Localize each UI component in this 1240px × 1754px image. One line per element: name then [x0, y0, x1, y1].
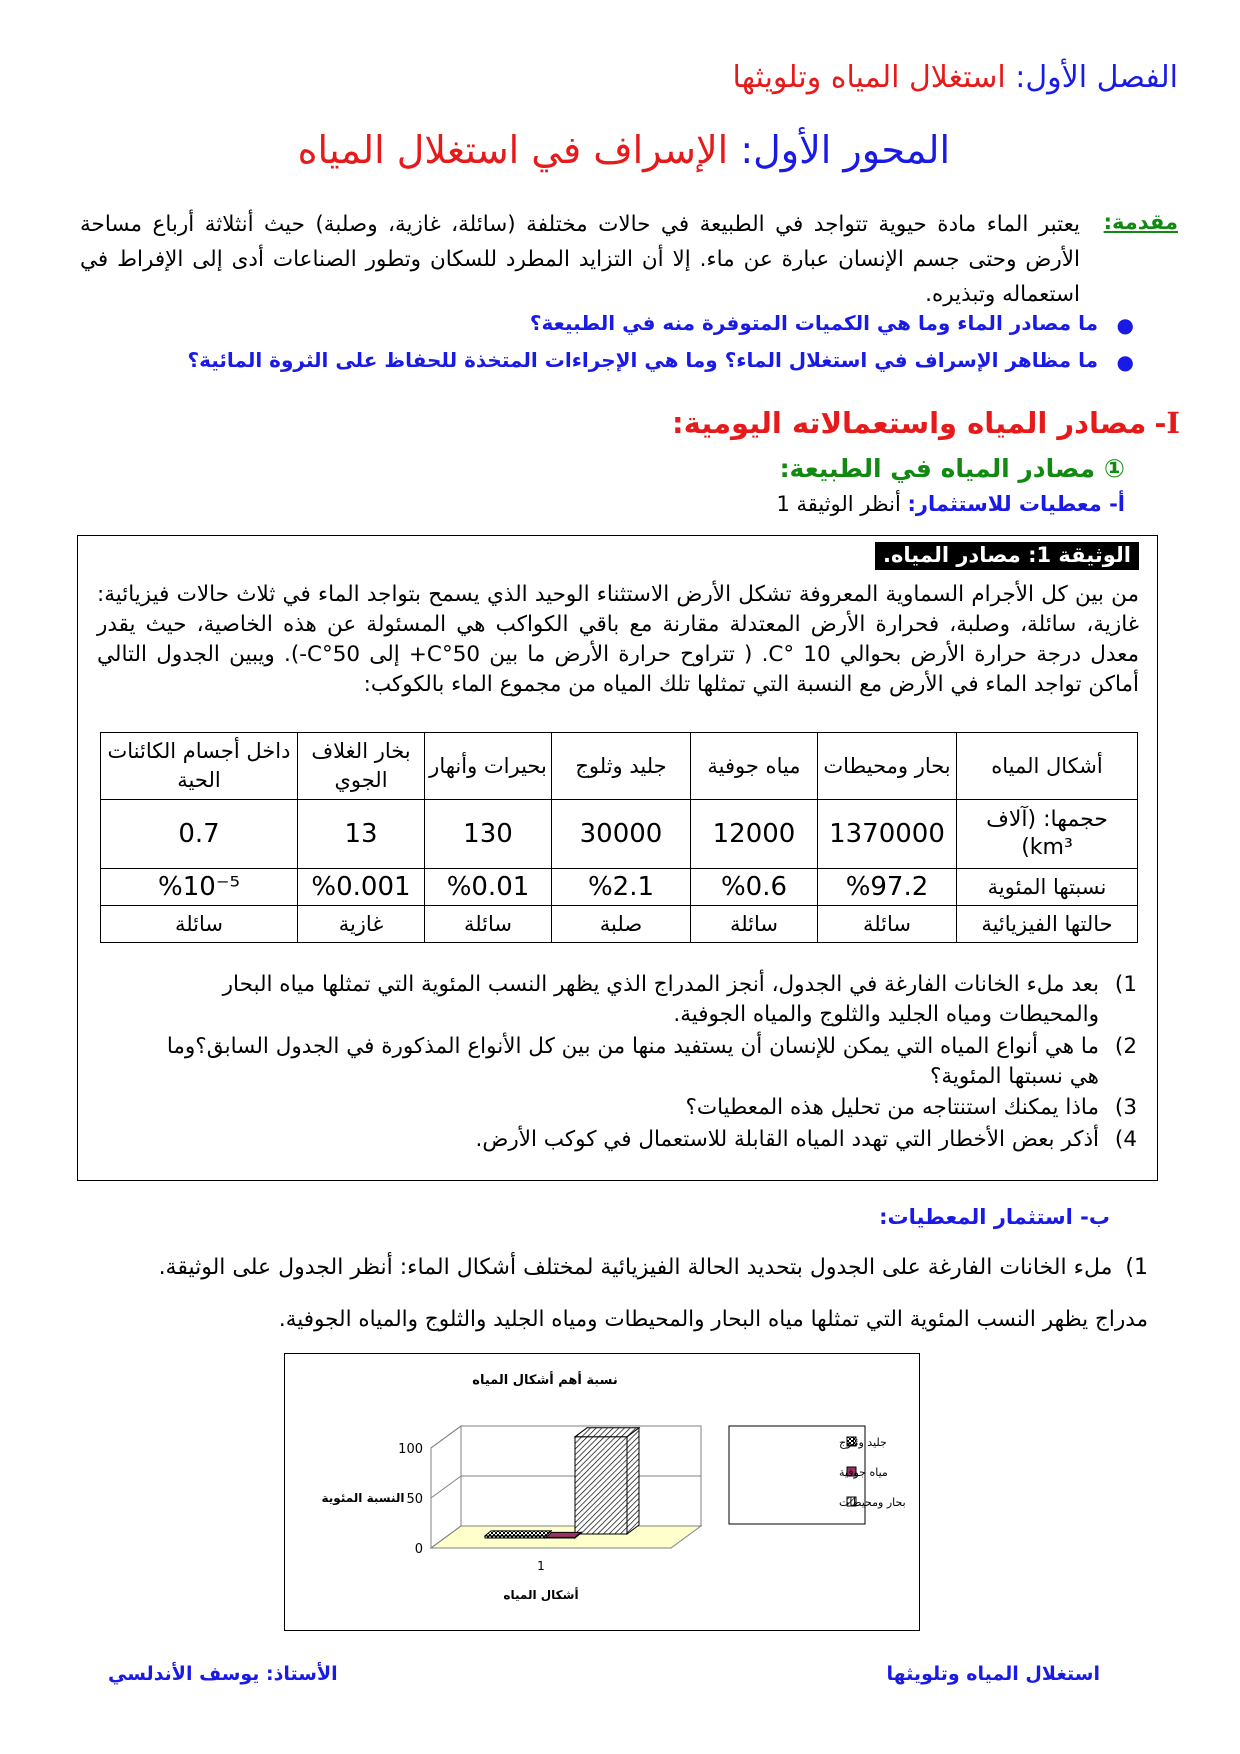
- axis-label: المحور الأول:: [740, 128, 950, 172]
- table-row-label: حجمها: (آلاف km³): [957, 800, 1138, 869]
- table-cell: 30000: [552, 800, 691, 869]
- subsection-a-label: أ- معطيات للاستثمار:: [907, 492, 1125, 516]
- chart-bar-front: [575, 1437, 627, 1534]
- chart-bar: [575, 1428, 639, 1534]
- chart-bar-top: [485, 1531, 551, 1536]
- exploitation-item: [159, 1255, 1148, 1280]
- chart-legend: [839, 1436, 906, 1509]
- water-table: [100, 732, 1138, 943]
- table-cell: %2.1: [552, 869, 691, 906]
- chart-y-tick: 50: [406, 1492, 423, 1507]
- footer-teacher: الأستاذ: يوسف الأندلسي: [108, 1663, 338, 1685]
- intro-question-text: ما مصادر الماء وما هي الكميات المتوفرة منه في الطبيعة؟: [529, 311, 1098, 335]
- intro-text: يعتبر الماء مادة حيوية تتواجد في الطبيعة في حالات مختلفة (سائلة، غازية، وصلبة) حيث أنثلاثة أرباع مساحة الأرض وحتى جسم الإنسان عبارة عن ماء. إلا أن التزايد المطرد للسكان وتطور الصناعات أدى إلى الإفراط في استعماله وتبذيره.: [80, 212, 1080, 307]
- chart-x-tick: 1: [537, 1559, 545, 1573]
- chart-container: [284, 1353, 920, 1631]
- legend-label: مياه جوفية: [839, 1466, 888, 1479]
- table-cell: غازية: [298, 906, 425, 943]
- document-question: [139, 1093, 1137, 1123]
- chart-bar-side: [627, 1428, 639, 1534]
- table-row: [101, 869, 1138, 906]
- document-box: [77, 535, 1158, 1181]
- bar-chart: [285, 1354, 919, 1630]
- document-title: الوثيقة 1: مصادر المياه.: [875, 542, 1139, 570]
- question-number: 1): [1114, 972, 1137, 997]
- table-cell: سائلة: [691, 906, 818, 943]
- chart-y-tick: 100: [398, 1442, 423, 1457]
- exploitation-item-2: مدراج يظهر النسب المئوية التي تمثلها مياه البحار والمحيطات ومياه الجليد والثلوج والمياه الجوفية.: [278, 1307, 1148, 1332]
- chart-bar: [485, 1531, 551, 1538]
- section-heading: [672, 406, 1180, 440]
- subsection-title: ① مصادر المياه في الطبيعة:: [779, 454, 1125, 483]
- intro-question: [187, 348, 1134, 374]
- document-question: [139, 1032, 1137, 1092]
- table-cell: 12000: [691, 800, 818, 869]
- table-row: [101, 800, 1138, 869]
- subsection-a-text: أنظر الوثيقة 1: [776, 492, 901, 516]
- table-cell: سائلة: [101, 906, 298, 943]
- table-cell: %97.2: [818, 869, 957, 906]
- question-number: 3): [1114, 1095, 1137, 1120]
- table-header-cell: بحيرات وأنهار: [425, 733, 552, 800]
- table-row: [101, 906, 1138, 943]
- document-question: [139, 1125, 1137, 1155]
- bullet-icon: ●: [1116, 350, 1134, 374]
- question-text: ماذا يمكنك استنتاجه من تحليل هذه المعطيات؟: [685, 1095, 1099, 1120]
- table-cell: %0.01: [425, 869, 552, 906]
- table-cell: %0.001: [298, 869, 425, 906]
- intro-label: مقدمة:: [1103, 210, 1178, 234]
- intro-question: [529, 311, 1134, 337]
- footer-topic: استغلال المياه وتلويثها: [886, 1663, 1100, 1685]
- chapter-title: استغلال المياه وتلويثها: [732, 60, 1006, 95]
- table-row-label: نسبتها المئوية: [957, 869, 1138, 906]
- item-text: ملء الخانات الفارغة على الجدول بتحديد الحالة الفيزيائية لمختلف أشكال الماء: أنظر الجدول على الوثيقة.: [158, 1255, 1113, 1280]
- axis-title: الإسراف في استغلال المياه: [297, 128, 729, 172]
- document-text: من بين كل الأجرام السماوية المعروفة تشكل الأرض الاستثناء الوحيد الذي يسمح بتواجد الماء في ثلاث حالات فيزيائية: غازية، سائلة، وصلبة، فحرارة الأرض المعتدلة مقارنة مع باقي الكواكب هي المسئولة عن هذه الخاصية، حيث يقدر معدل درجة حرارة الأرض بحوالي 10 °C. ( تتراوح حرارة الأرض ما بين 50°C+ إلى 50°C-). ويبين الجدول التالي أماكن تواجد الماء في الأرض مع النسبة التي تمثلها تلك المياه من مجموع الماء بالكوكب:: [97, 582, 1139, 697]
- table-header-row: [101, 733, 1138, 800]
- table-cell: 1370000: [818, 800, 957, 869]
- axis-heading: [298, 128, 950, 172]
- question-text: بعد ملء الخانات الفارغة في الجدول، أنجز المدراج الذي يظهر النسب المئوية التي تمثلها مياه البحار والمحيطات ومياه الجليد والثلوج والمياه الجوفية.: [222, 972, 1099, 1027]
- table-cell: %10⁻⁵: [101, 869, 298, 906]
- question-text: ما هي أنواع المياه التي يمكن للإنسان أن يستفيد منها من بين كل الأنواع المذكورة في الجدول السابق؟وما هي نسبتها المئوية؟: [166, 1034, 1099, 1089]
- chapter-heading: [733, 60, 1178, 95]
- table-header-cell: مياه جوفية: [691, 733, 818, 800]
- section-title: مصادر المياه واستعمالاته اليومية:: [672, 406, 1147, 440]
- table-header-cell: داخل أجسام الكائنات الحية: [101, 733, 298, 800]
- chart-y-tick: 0: [414, 1542, 423, 1557]
- section-number: I-: [1154, 406, 1180, 440]
- bullet-icon: ●: [1116, 313, 1134, 337]
- subsection-a: [776, 492, 1125, 516]
- chart-title: نسبة أهم أشكال المياه: [472, 1373, 618, 1388]
- exploitation-title: ب- استثمار المعطيات:: [879, 1205, 1110, 1229]
- chart-bar-top: [575, 1428, 639, 1437]
- table-cell: صلبة: [552, 906, 691, 943]
- chart-x-label: أشكال المياه: [503, 1588, 579, 1602]
- table-header-cell: أشكال المياه: [957, 733, 1138, 800]
- question-text: أذكر بعض الأخطار التي تهدد المياه القابلة للاستعمال في كوكب الأرض.: [475, 1127, 1099, 1152]
- table-header-cell: جليد وثلوج: [552, 733, 691, 800]
- table-cell: سائلة: [818, 906, 957, 943]
- legend-label: جليد وثلوج: [839, 1436, 887, 1449]
- question-number: 2): [1114, 1034, 1137, 1059]
- question-number: 4): [1114, 1127, 1137, 1152]
- legend-label: بحار ومحيطات: [839, 1496, 906, 1509]
- chart-y-label: النسبة المئوية: [321, 1491, 405, 1505]
- table-cell: سائلة: [425, 906, 552, 943]
- table-header-cell: بحار ومحيطات: [818, 733, 957, 800]
- table-header-cell: بخار الغلاف الجوي: [298, 733, 425, 800]
- table-row-label: حالتها الفيزيائية: [957, 906, 1138, 943]
- item-number: 1): [1125, 1255, 1148, 1280]
- document-question: [139, 970, 1137, 1030]
- table-cell: 13: [298, 800, 425, 869]
- table-cell: %0.6: [691, 869, 818, 906]
- chapter-label: الفصل الأول:: [1015, 60, 1178, 95]
- intro-question-text: ما مظاهر الإسراف في استغلال الماء؟ وما هي الإجراءات المتخذة للحفاظ على الثروة المائية؟: [187, 348, 1098, 372]
- table-cell: 0.7: [101, 800, 298, 869]
- table-cell: 130: [425, 800, 552, 869]
